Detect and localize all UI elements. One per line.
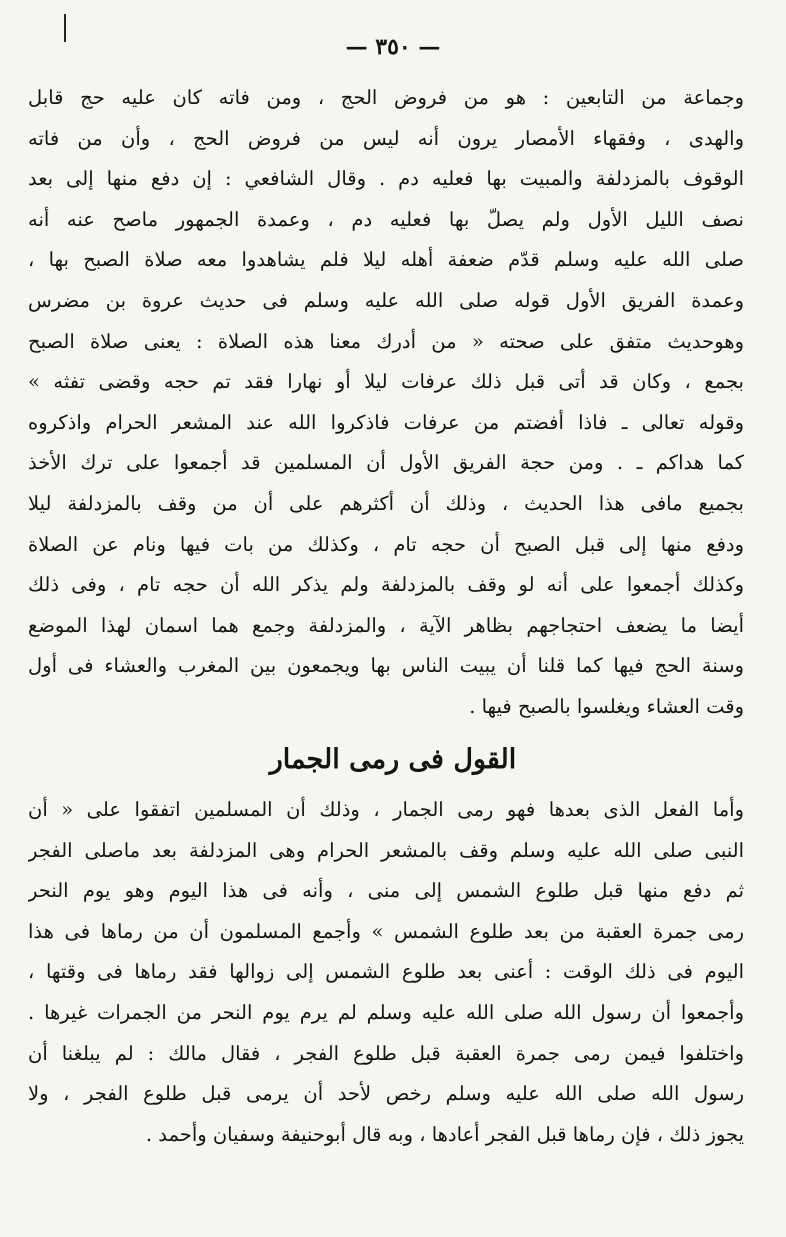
- text-line: وقوله تعالى ـ فاذا أفضتم من عرفات فاذكروا الله عند المشعر الحرام واذكروه: [28, 410, 744, 434]
- text-line: صلى الله عليه وسلم قدّم ضعفة أهله ليلا فلم يشاهدوا معه صلاة الصبح بها ،: [28, 248, 744, 272]
- text-line: وأجمعوا أن رسول الله صلى الله عليه وسلم لم يرم يوم النحر من الجمرات غيرها .: [28, 1000, 744, 1024]
- text-line: ثم دفع منها قبل طلوع الشمس إلى منى ، وأنه فى هذا اليوم وهو يوم النحر: [28, 879, 744, 903]
- text-line: وكذلك أجمعوا على أنه لو وقف بالمزدلفة ولم يذكر الله أن حجه تام ، وفى ذلك: [28, 573, 744, 597]
- text-line: رمى جمرة العقبة من بعد طلوع الشمس » وأجمع المسلمون أن من رماها فى هذا: [28, 919, 744, 943]
- text-line: اليوم فى ذلك الوقت : أعنى بعد طلوع الشمس إلى زوالها فقد رماها فى وقتها ،: [28, 960, 744, 984]
- text-line: بجميع مافى هذا الحديث ، وذلك أن أكثرهم على أن من وقف بالمزدلفة ليلا: [28, 491, 744, 515]
- text-line: وعمدة الفريق الأول قوله صلى الله عليه وسلم فى حديث عروة بن مضرس: [28, 288, 744, 312]
- text-line: وجماعة من التابعين : هو من فروض الحج ، ومن فاته كان عليه حج قابل: [28, 86, 744, 109]
- text-line: الوقوف بالمزدلفة والمبيت بها فعليه دم . وقال الشافعي : إن دفع منها إلى بعد: [28, 167, 744, 191]
- section-heading: القول فى رمى الجمار: [269, 744, 517, 775]
- text-line: وسنة الحج فيها كما قلنا أن يبيت الناس بها ويجمعون بين المغرب والعشاء فى أول: [28, 654, 744, 678]
- text-line: بجمع ، وكان قد أتى قبل ذلك عرفات ليلا أو نهارا فقد تم حجه وقضى تفثه »: [28, 370, 744, 394]
- text-line: وقت العشاء ويغلسوا بالصبح فيها .: [469, 694, 744, 718]
- text-line: النبى صلى الله عليه وسلم وقف بالمشعر الحرام وهى المزدلفة بعد ماصلى الفجر: [28, 838, 744, 862]
- text-line: وأما الفعل الذى بعدها فهو رمى الجمار ، وذلك أن المسلمين اتفقوا على « أن: [28, 798, 744, 821]
- text-line: واختلفوا فيمن رمى جمرة العقبة قبل طلوع الفجر ، فقال مالك : لم يبلغنا أن: [28, 1041, 744, 1065]
- text-line: ودفع منها إلى قبل الصبح أن حجه تام ، وكذلك من بات فيها ونام عن الصلاة: [28, 532, 744, 556]
- text-line: يجوز ذلك ، فإن رماها قبل الفجر أعادها ، وبه قال أبوحنيفة وسفيان وأحمد .: [145, 1122, 744, 1146]
- text-line: والهدى ، وفقهاء الأمصار يرون أنه ليس من فروض الحج ، وأن من فاته: [28, 126, 744, 150]
- text-line: رسول الله صلى الله عليه وسلم رخص لأحد أن يرمى قبل طلوع الفجر ، ولا: [28, 1082, 744, 1106]
- paragraph-stoning: [28, 790, 744, 1155]
- text-line: نصف الليل الأول ولم يصلّ بها فعليه دم ، وعمدة الجمهور ماصح عنه أنه: [28, 207, 744, 231]
- page-number: — ٣٥٠ —: [345, 34, 441, 60]
- paragraph-muzdalifa: [28, 78, 744, 728]
- text-line: كما هداكم ـ . ومن حجة الفريق الأول أن المسلمين قد أجمعوا على ترك الأخذ: [28, 451, 744, 475]
- text-line: أيضا ما يضعف احتجاجهم بظاهر الآية ، والمزدلفة وجمع هما اسمان لهذا الموضع: [28, 613, 744, 637]
- text-line: وهوحديث متفق على صحته « من أدرك معنا هذه الصلاة : يعنى صلاة الصبح: [28, 329, 744, 353]
